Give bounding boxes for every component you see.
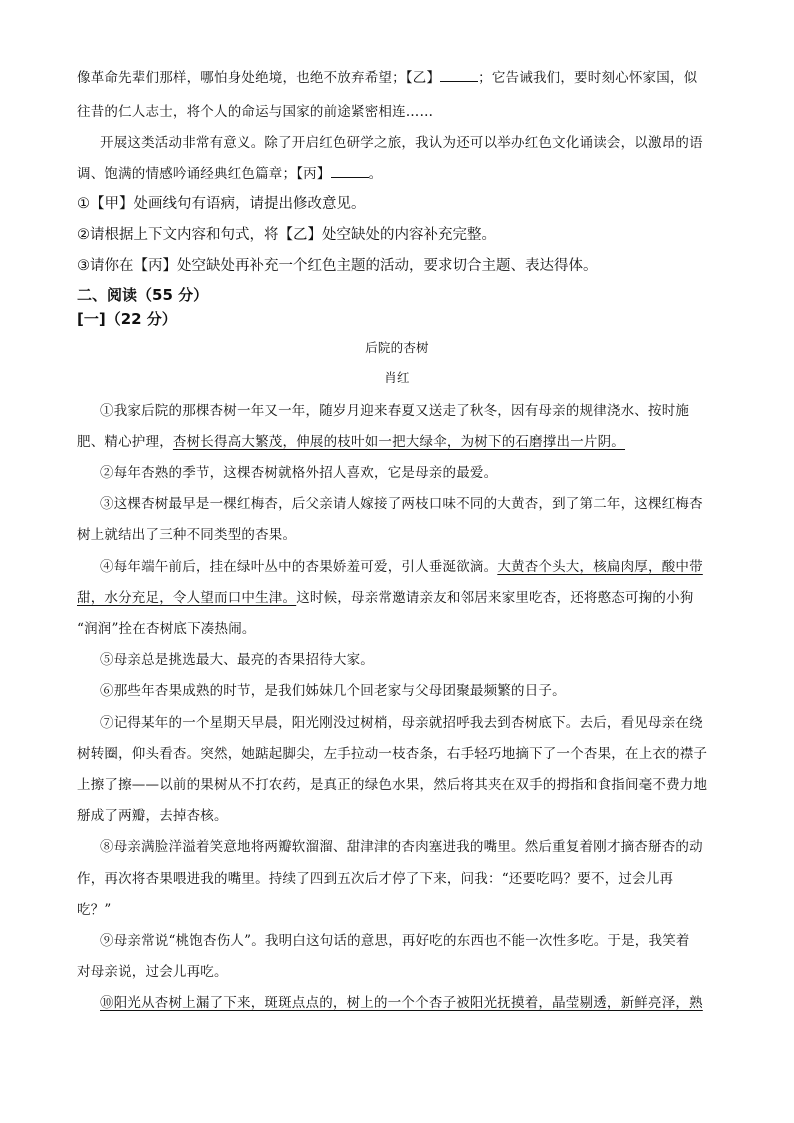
continued-line-4 <box>77 162 382 182</box>
paragraph-8-line-1: ⑧母亲满脸洋溢着笑意地将两瓣软溜溜、甜津津的杏肉塞进我的嘴里。然后重复着刚才摘杏掰杏的动 <box>100 839 703 855</box>
blank-yi <box>440 69 478 82</box>
paragraph-4-underlined-b: 甜，水分充足，令人望而口中生津。 <box>77 590 297 606</box>
paragraph-4-plain-a: ④每年端午前后，挂在绿叶丛中的杏果娇羞可爱，引人垂涎欲滴。 <box>100 559 498 575</box>
continued-line-1-text-b: ；它告诫我们，要时刻心怀家国，似 <box>478 70 698 86</box>
continued-line-4-text-a: 调、饱满的情感吟诵经典红色篇章；【丙】 <box>77 166 331 182</box>
paragraph-4-plain-b: 这时候，母亲常邀请亲友和邻居来家里吃杏，还将憨态可掬的小狗 <box>296 590 694 606</box>
question-1: ①【甲】处画线句有语病，请提出修改意见。 <box>77 196 366 212</box>
paragraph-4-line-2 <box>77 586 694 606</box>
paragraph-7-line-1: ⑦记得某年的一个星期天早晨，阳光刚没过树梢，母亲就招呼我去到杏树底下。去后，看见母亲在绕 <box>100 715 703 731</box>
paragraph-5: ⑤母亲总是挑选最大、最亮的杏果招待大家。 <box>100 652 374 668</box>
continued-line-1-text-a: 像革命先辈们那样，哪怕身处绝境，也绝不放弃希望；【乙】 <box>77 70 441 86</box>
continued-line-1 <box>77 66 697 86</box>
paragraph-2: ②每年杏熟的季节，这棵杏树就格外招人喜欢，它是母亲的最爱。 <box>100 465 498 481</box>
continued-line-4-text-b: 。 <box>368 166 383 182</box>
article-title: 后院的杏树 <box>365 340 429 355</box>
continued-line-3: 开展这类活动非常有意义。除了开启红色研学之旅，我认为还可以举办红色文化诵读会，以激昂的语 <box>100 135 703 151</box>
blank-bing <box>331 165 369 178</box>
paragraph-8-line-3: 吃？” <box>77 902 112 918</box>
paragraph-3-line-2: 树上就结出了三种不同类型的杏果。 <box>77 527 297 543</box>
paragraph-4-line-1 <box>100 555 703 575</box>
paragraph-9-line-1: ⑨母亲常说“桃饱杏伤人”。我明白这句话的意思，再好吃的东西也不能一次性多吃。于是，我笑着 <box>100 933 690 949</box>
paragraph-10-line-1: ⑩阳光从杏树上漏了下来，斑斑点点的，树上的一个个杏子被阳光抚摸着，晶莹剔透，新鲜亮泽，熟 <box>100 995 703 1011</box>
paragraph-4-underlined-a: 大黄杏个头大，核扁肉厚，酸中带 <box>497 559 703 575</box>
question-2: ②请根据上下文内容和句式，将【乙】处空缺处的内容补充完整。 <box>77 227 496 243</box>
paragraph-7-line-2: 树转圈，仰头看杏。突然，她踮起脚尖，左手拉动一枝杏条，右手轻巧地摘下了一个杏果，在上衣的襟子 <box>77 746 708 762</box>
paragraph-9-line-2: 对母亲说，过会儿再吃。 <box>77 964 228 980</box>
paragraph-7-line-4: 掰成了两瓣，去掉杏核。 <box>77 808 228 824</box>
paragraph-1-plain: 肥、精心护理， <box>77 434 173 450</box>
paragraph-8-line-2: 作，再次将杏果喂进我的嘴里。持续了四到五次后才停了下来，问我：“还要吃吗？要不，过会儿再 <box>77 871 674 887</box>
paragraph-4-line-3: “润润”拴在杏树底下凑热闹。 <box>77 621 256 637</box>
paragraph-3-line-1: ③这棵杏树最早是一棵红梅杏，后父亲请人嫁接了两枝口味不同的大黄杏，到了第二年，这棵红梅杏 <box>100 496 703 512</box>
paragraph-1-line-1: ①我家后院的那棵杏树一年又一年，随岁月迎来春夏又送走了秋冬，因有母亲的规律浇水、按时施 <box>100 403 690 419</box>
question-3: ③请你在【丙】处空缺处再补充一个红色主题的活动，要求切合主题、表达得体。 <box>77 258 598 274</box>
sub-section-heading: [一]（22 分） <box>77 310 177 328</box>
continued-line-2: 往昔的仁人志士，将个人的命运与国家的前途紧密相连…… <box>77 104 434 120</box>
paragraph-1-underlined-sentence: 杏树长得高大繁茂，伸展的枝叶如一把大绿伞，为树下的石磨撑出一片阴。 <box>172 434 626 450</box>
paragraph-6: ⑥那些年杏果成熟的时节，是我们姊妹几个回老家与父母团聚最频繁的日子。 <box>100 683 566 699</box>
section-heading: 二、阅读（55 分） <box>77 286 209 304</box>
paragraph-1-line-2 <box>77 430 625 450</box>
paragraph-7-line-3: 上擦了擦——以前的果树从不打农药，是真正的绿色水果，然后将其夹在双手的拇指和食指间毫不费力地 <box>77 777 708 793</box>
article-author: 肖红 <box>384 370 410 385</box>
